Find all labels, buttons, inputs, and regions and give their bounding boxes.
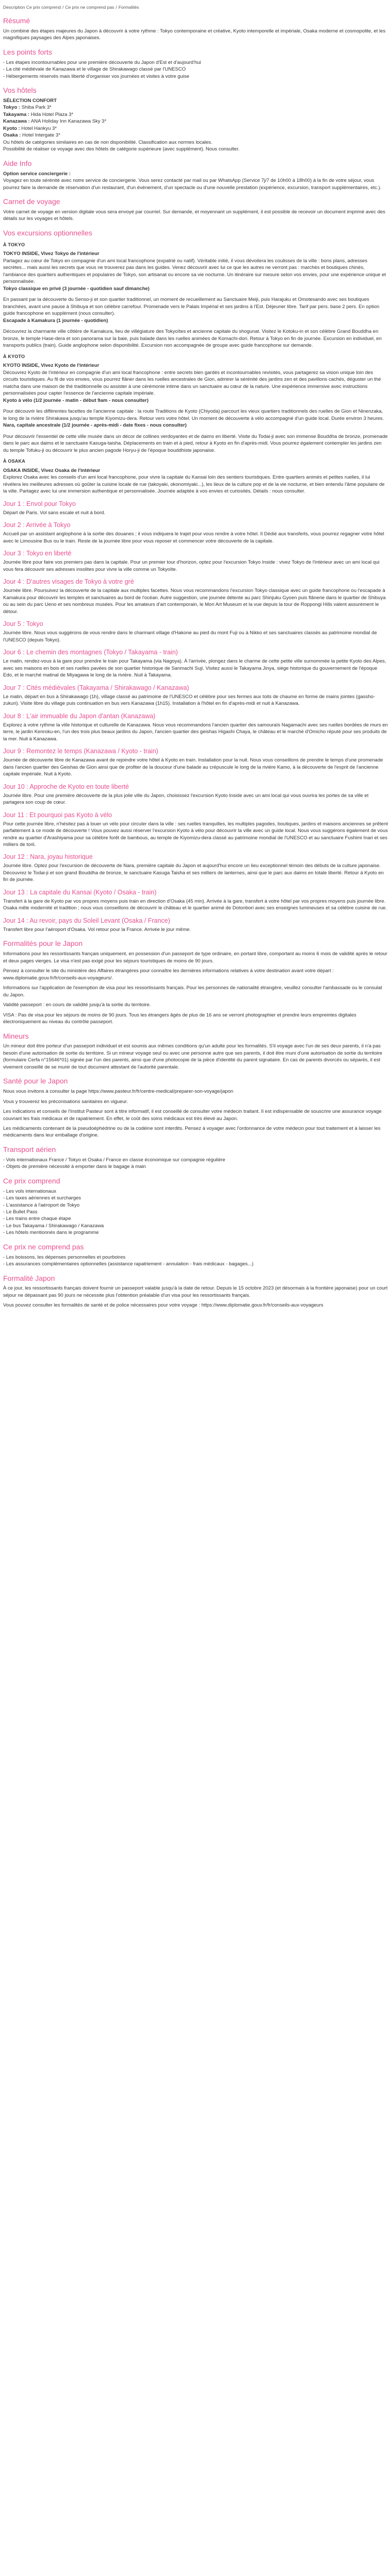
- points-forts-heading: Les points forts: [3, 47, 52, 56]
- hotels-heading: Vos hôtels: [3, 86, 37, 95]
- day-title: Jour 9 : Remontez le temps (Kanazawa / Kyoto - train): [3, 748, 158, 755]
- excursions-city-kyoto: À KYOTO: [3, 353, 25, 359]
- resume-heading: Résumé: [3, 16, 30, 25]
- breadcrumb-link-formalites[interactable]: Formalités: [118, 5, 139, 10]
- excursion-title: KYOTO INSIDE, Vivez Kyoto de l'intérieur: [3, 363, 100, 369]
- carnet-heading: Carnet de voyage: [3, 197, 60, 206]
- day-text: Transfert à la gare de Kyoto par vos propres moyens puis train en direction d'Osaka (45 min). Arrivée à la gare, transfert à votre hôtel par vos propres moyens puis journée libre. Osaka mêle modernité et tradition ; nous vous conseillons de découvrir le château et le quartier animé de Dotonbori avec ses enseignes lumineuses et sa célèbre cuisine de rue.: [3, 898, 387, 911]
- day-title: Jour 14 : Au revoir, pays du Soleil Levant (Osaka / France): [3, 917, 170, 924]
- points-forts-list: [3, 59, 388, 80]
- day-text: Le matin, rendez-vous à la gare pour prendre le train pour Takayama (via Nagoya). À l'arrivée, plongez dans le charme de cette petite ville surnommée la petite Kyoto des Alpes, avec ses maisons en bois et ses ruelles pavées de son quartier historique de Sanmachi Suji. Visitez aussi le Takayama Jinya, siège historique du gouvernement de l'époque Edo, et le marché matinal de Miyagawa le long de la rivière. Nuit à Takayama.: [3, 658, 386, 679]
- sante-text: Nous vous invitons à consulter la page https://www.pasteur.fr/fr/centre-medical/preparer-son-voyage/japon: [3, 1089, 234, 1095]
- resume-text: Un combiné des étapes majeures du Japon à découvrir à votre rythme : Tokyo contemporaine et créative, Kyoto intemporelle et impériale, Osaka moderne et cosmopolite, et les magnifiques paysages des Alpes japonaises.: [3, 28, 386, 41]
- formalites-text: Validité passeport : en cours de validité jusqu'à la sortie du territoire.: [3, 1002, 151, 1008]
- hotel-row: [3, 132, 388, 139]
- formalites-text: Pensez à consulter le site du ministère des Affaires étrangères pour connaître les dernières informations relatives à votre destination avant votre départ : www.diplomatie.gouv.fr/fr/conseils-aux-voyageurs/.: [3, 968, 334, 981]
- aide-service-text: Voyagez en toute sérénité avec notre service de conciergerie. Vous serez contacté par mail ou par WhatsApp (Service 7j/7 de 10h00 à 18h00) à la fin de votre séjour, vous pourrez faire la demande de réservation d'un restaurant, d'un événement, d'un spectacle ou d'une nouvelle prestation (expérience, excursion, transport supplémentaires, etc.).: [3, 178, 382, 191]
- excursion-block: [3, 250, 388, 292]
- sante-text: Les médicaments contenant de la pseudoéphédrine ou de la codéine sont interdits. Pensez à voyager avec l'ordonnance de votre médecin pour tout traitement et à laisser les médicaments dans leur emballage d'origine.: [3, 1126, 381, 1139]
- day-title: Jour 5 : Tokyo: [3, 620, 43, 628]
- day-title: Jour 12 : Nara, joyau historique: [3, 853, 93, 861]
- excursions-city-tokyo: À TOKYO: [3, 242, 25, 247]
- hotel-city: Kanazawa :: [3, 118, 30, 125]
- formalites-text: VISA : Pas de visa pour les séjours de moins de 90 jours. Tous les étrangers âgés de plus de 16 ans se verront photographier et prendre leurs empreintes digitales électroniquement au niveau du contrôle passeport.: [3, 1012, 356, 1025]
- hotel-row: [3, 125, 388, 132]
- day-title: Jour 8 : L'air immuable du Japon d'antan (Kanazawa): [3, 712, 156, 720]
- day-text: Accueil par un assistant anglophone à la sortie des douanes ; il vous indiquera le trajet pour vous rendre à votre hôtel. Il Dédié aux transferts, vous pourrez regagner votre hôtel avec le Limousine Bus ou le train. Reste de la journée libre pour vous reposer et commencer votre découverte de la capitale.: [3, 531, 384, 544]
- excursion-text: Partagez au cœur de Tokyo en compagnie d'un ami local francophone (expatrié ou natif). Véritable initié, il vous dévoilera les coulisses de la ville : bons plans, adresses secrètes... mais aussi les secrets que vous ne trouverez pas dans les guides. Venez découvrir avec lui ce que les autres ne verront pas : marchés et boutiques chinés, l'ambiance des quartiers authentiques et populaires de Tokyo, son artisanat ou encore sa vie nocturne. Un itinéraire sur mesure selon vos envies, pour une expérience unique et personnalisée.: [3, 258, 386, 285]
- sante-heading: Santé pour le Japon: [3, 1077, 68, 1086]
- excursion-text: Découvrez Kyoto de l'intérieur en compagnie d'un ami local francophone : entre secrets bien gardés et incontournables revisités, vous partagerez sa vision unique loin des circuits touristiques. Au fil de vos envies, vous pourrez flâner dans les ruelles ancestrales de Gion, admirer la sérénité des jardins zen et des pavillons cachés, déguster un thé matcha dans une maison de thé traditionnelle ou assister à une cérémonie intime dans un sanctuaire au cœur de la nature. Une expérience immersive avec instructions personnalisées pour capter l'essence de l'ancienne capitale impériale.: [3, 369, 381, 397]
- excursion-text: Pour découvrir l'essentiel de cette ville musée dans un décor de collines verdoyantes et de daims en liberté. Visite du Todai-ji avec son immense Bouddha de bronze, promenade dans le parc aux daims et le sanctuaire Kasuga-taisha. Déplacements en train et à pied, retour à Kyoto en fin d'après-midi. Vous pourrez également contempler les jardins zen du temple Tofuku-ji ou découvrir le plus ancien pagode Horyu-ji de l'époque bouddhiste japonaise.: [3, 433, 388, 453]
- excursion-note: Tokyo classique en privé (3 journée - quotidien sauf dimanche): [3, 285, 150, 292]
- formalites-text: Informations pour les ressortissants français uniquement, en possession d'un passeport de type ordinaire, en portant libre, comportant au moins 6 mois de validité après le retour et deux pages vierges. Le visa n'est pas exigé pour les séjours touristiques de moins de 90 jours.: [3, 951, 387, 964]
- breadcrumb-link-description[interactable]: Description Ce prix comprend: [3, 5, 61, 10]
- hotels-list: [3, 97, 388, 153]
- hotel-note: Possibilité de réaliser ce voyage avec des hôtels de catégorie supérieure (avec supplément). Nous consulter.: [3, 146, 240, 152]
- hotel-row: [3, 118, 388, 125]
- list-item: - La cité médiévale de Kanazawa et le village de Shirakawago classé par l'UNESCO: [3, 66, 186, 73]
- day-title: Jour 10 : Approche de Kyoto en toute liberté: [3, 783, 129, 790]
- list-item: - Le Bullet Pass: [3, 1209, 38, 1215]
- aide-heading: Aide Info: [3, 159, 32, 167]
- excursion-block: [3, 408, 388, 429]
- excursion-note: Kyoto à vélo (1/2 journée - matin - début 9am - nous consulter): [3, 397, 149, 403]
- excursion-text: Découvrez la charmante ville côtière de Kamakura, lieu de villégiature des Tokyoïtes et ancienne capitale du shogunat. Visitez le Kotoku-in et son célèbre Grand Bouddha en bronze, le temple Hase-dera et son panorama sur la baie, puis balade dans les ruelles animées de Komachi-dori. Retour à Tokyo en fin de journée. Excursion en individuel, en transports publics (train). Guide anglophone selon disponibilité. Excursion non accompagnée de groupe avec guide francophone sur demande.: [3, 329, 382, 349]
- day-text: Journée libre. Pour une première découverte de la plus jolie ville du Japon, choisissez l'excursion Kyoto Inside avec un ami local qui vous ouvrira les portes de sa ville et partagera son coup de cœur.: [3, 792, 369, 806]
- list-item: - Les vols internationaux: [3, 1188, 56, 1194]
- hotel-city: Takayama :: [3, 111, 30, 117]
- excursion-text: En passant par la découverte du Senso-ji et son quartier traditionnel, un moment de recueillement au Sanctuaire Meiji, puis Harajuku et Omotesando avec ses boutiques branchées, avant une pause à Shibuya et son célèbre carrefour. Promenade vers le Palais Impérial et ses jardins à l'Est. Déjeuner libre. Tarif par pers. base 2 pers. En option guide francophone en supplément (nous consulter).: [3, 297, 380, 317]
- hotel-name: Hotel Hankyu 3*: [21, 125, 57, 131]
- day-text: Pour cette journée libre, n'hésitez pas à louer un vélo pour circuler dans la ville : ses ruelles tranquilles, les multiples pagodes, boutiques, jardins et maisons anciennes se prêtent parfaitement à ce mode de découverte ! Vous pouvez aussi réserver l'excursion Kyoto à vélo pour découvrir la ville avec un guide local. Nous vous suggérons également de vous rendre au quartier d'Arashiyama pour sa célèbre forêt de bambous, au temple de Kiyomizu-dera classé au patrimoine mondial de l'UNESCO et au sanctuaire Fushimi Inari et ses milliers de torii.: [3, 821, 388, 848]
- list-item: - L'assistance à l'aéroport de Tokyo: [3, 1202, 80, 1208]
- excursion-text: Explorez Osaka avec les conseils d'un ami local francophone, pour vivre la capitale du Kansai loin des sentiers touristiques. Entre quartiers animés et petites ruelles, il lui révélera les meilleures adresses où goûter la cuisine locale de rue (takoyaki, okonomiyaki...), les lieux de la culture pop et de la vie nocturne, et bien entendu l'âme populaire de la ville. Partagez avec lui une immersion authentique et personnalisée. Journée adaptée à vos envies et curiosités. Détails : nous consulter.: [3, 474, 385, 495]
- carnet-text: Votre carnet de voyage en version digitale vous sera envoyé par courriel. Sur demande, et moyennant un supplément, il est possible de recevoir un document imprimé avec des détails sur les voyages et hôtels.: [3, 209, 385, 222]
- excursion-text: Pour découvrir les différentes facettes de l'ancienne capitale : la route Traditions de Kyoto (Chiyoda) parcourt les vieux quartiers traditionnels des ruelles de Gion et Ninenzaka, le long de la rivière Shirakawa jusqu'au temple Kiyomizu-dera. Retour vers votre hôtel. Un moment de découverte à vélo accompagné d'un guide local. Durée environ 3 heures.: [3, 409, 384, 421]
- list-item: - Les assurances complémentaires optionnelles (assistance rapatriement - annulation - frais médicaux - bagages...): [3, 1261, 254, 1267]
- aide-service-label: Option service conciergerie :: [3, 171, 71, 177]
- hotel-city: Osaka :: [3, 132, 21, 139]
- list-item: - Les hôtels mentionnés dans le programme: [3, 1230, 99, 1236]
- transport-text: - Vols internationaux France / Tokyo et Osaka / France en classe économique sur compagnie régulière - Objets de première nécessité à emporter dans le bagage à main: [3, 1157, 225, 1170]
- sante-text: Les indications et conseils de l'Institut Pasteur sont à titre informatif, il est conseillé de consulter votre médecin traitant. Il est indispensable de souscrire une assurance voyage couvrant les frais médicaux et de rapatriement. En effet, le coût des soins médicaux est très élevé au Japon.: [3, 1109, 382, 1122]
- list-item: - Les boissons, les dépenses personnelles et pourboires: [3, 1254, 126, 1260]
- excursion-block: [3, 296, 388, 324]
- excursion-block: [3, 433, 388, 454]
- hotel-city: Tokyo :: [3, 105, 21, 111]
- excursions-city-osaka: À OSAKA: [3, 459, 25, 464]
- day-text: Départ de Paris. Vol sans escale et nuit à bord.: [3, 510, 106, 516]
- formalite-japon-heading: Formalité Japon: [3, 1274, 55, 1282]
- day-text: Journée libre. Nous vous suggérons de vous rendre dans le charmant village d'Hakone au pied du mont Fuji ou à Nikko et ses sanctuaires classés au patrimoine mondial de l'UNESCO (depuis Tokyo).: [3, 630, 377, 643]
- mineurs-text: Un mineur doit être porteur d'un passeport individuel et est soumis aux mêmes conditions qu'un adulte pour les formalités. S'il voyage avec l'un de ses deux parents, il n'a pas besoin d'une autorisation de sortie du territoire. Si un mineur voyage seul ou avec une personne autre que ses parents, il doit être muni d'une autorisation de sortie du territoire (formulaire Cerfa n°15646*01) signée par l'un des parents, ainsi que d'une photocopie de la pièce d'identité du parent signataire. En cas de parents divorcés ou séparés, il est vivement conseillé de se munir de tout document attestant de l'autorité parentale.: [3, 1043, 383, 1070]
- list-item: - Les étapes incontournables pour une première découverte du Japon d'Est et d'aujourd'hui: [3, 59, 201, 65]
- day-text: Le matin, départ en bus à Shirakawago (1h), village classé au patrimoine de l'UNESCO et célèbre pour ses fermes aux toits de chaume en forme de mains jointes (gassho-zukuri). Visite libre du village puis continuation en bus vers Kanazawa (1h15). Installation à l'hôtel en fin d'après-midi et nuit à Kanazawa.: [3, 693, 376, 707]
- hotel-name: Hida Hotel Plaza 3*: [30, 111, 74, 117]
- hotel-name: Hotel Intergate 3*: [22, 132, 60, 139]
- day-title: Jour 3 : Tokyo en liberté: [3, 550, 72, 557]
- excursion-note: Escapade à Kamakura (1 journée - quotidien): [3, 317, 108, 324]
- hotel-name: Shiba Park 3*: [21, 105, 52, 111]
- comprend-heading: Ce prix comprend: [3, 1176, 60, 1185]
- transport-heading: Transport aérien: [3, 1145, 56, 1154]
- mineurs-heading: Mineurs: [3, 1031, 29, 1040]
- day-text: Journée libre. Optez pour l'excursion de découverte de Nara, première capitale du Japon et aujourd'hui encore un lieu exceptionnel témoin des débuts de la culture japonaise. Découvrez le Todai-ji et son grand Bouddha de bronze, le sanctuaire Kasuga Taisha et ses milliers de lanternes, ainsi que le parc aux daims en totale liberté. Retour à Kyoto en fin de journée.: [3, 863, 384, 883]
- day-title: Jour 7 : Cités médiévales (Takayama / Shirakawago / Kanazawa): [3, 684, 189, 691]
- hotel-row: [3, 111, 388, 118]
- comprend-list: [3, 1188, 388, 1236]
- excursions-heading: Vos excursions optionnelles: [3, 228, 92, 237]
- day-title: Jour 2 : Arrivée à Tokyo: [3, 521, 71, 529]
- day-title: Jour 4 : D'autres visages de Tokyo à votre gré: [3, 578, 134, 586]
- ne-comprend-heading: Ce prix ne comprend pas: [3, 1242, 84, 1251]
- day-text: Journée libre. Poursuivez la découverte de la capitale aux multiples facettes. Nous vous recommandons l'excursion Tokyo classique avec un guide francophone ou l'escapade à Kamakura pour découvrir les temples et sanctuaires au bord de l'océan. Autre suggestion, une journée détente au parc Shinjuku Gyoen puis flânerie dans le quartier de Shibuya ou au sein du parc Ueno et ses nombreux musées. Pour les amateurs d'art contemporain, le Mori Art Museum et la vue depuis la tour de Roppongi Hills valent assurément le détour.: [3, 588, 386, 615]
- breadcrumb-link-ne-comprend-pas[interactable]: Ce prix ne comprend pas: [65, 5, 115, 10]
- excursion-title: TOKYO INSIDE, Vivez Tokyo de l'intérieur: [3, 251, 100, 257]
- hotel-row: [3, 104, 388, 111]
- hotel-city: Kyoto :: [3, 125, 20, 131]
- list-item: - Le bus Takayama / Shirakawago / Kanazawa: [3, 1223, 104, 1229]
- day-title: Jour 1 : Envol pour Tokyo: [3, 500, 76, 507]
- list-item: - Les trains entre chaque étape: [3, 1216, 71, 1222]
- day-text: Explorez à votre rythme la ville historique et culturelle de Kanazawa. Nous vous recommandons l'ancien quartier des samouraïs Nagamachi avec ses ruelles bordées de murs en terre, le jardin Kenroku-en, l'un des trois plus beaux jardins du Japon, l'ancien quartier des geishas Higashi Chaya, le château et le marché d'Omicho réputé pour ses produits de la mer. Nuit à Kanazawa.: [3, 722, 388, 742]
- day-text: Journée libre pour faire vos premiers pas dans la capitale. Pour un premier tour d'horizon, optez pour l'excursion Tokyo Inside : vivez Tokyo de l'intérieur avec un ami local qui vous fera découvrir ses adresses insolites pour vivre la ville comme un Tokyoïte.: [3, 560, 380, 572]
- day-title: Jour 13 : La capitale du Kansai (Kyoto / Osaka - train): [3, 888, 157, 896]
- ne-comprend-list: [3, 1254, 388, 1268]
- excursion-title: OSAKA INSIDE, Vivez Osaka de l'intérieur: [3, 467, 101, 473]
- breadcrumb: Description Ce prix comprend / Ce prix ne comprend pas / Formalités: [3, 5, 139, 10]
- formalites-text: Informations sur l'application de l'exemption de visa pour les ressortissants français. Pour les personnes de nationalité étrangère, veuillez consulter l'ambassade ou le consulat du Japon.: [3, 985, 382, 998]
- day-title: Jour 11 : Et pourquoi pas Kyoto à vélo: [3, 811, 112, 819]
- day-text: Journée de découverte libre de Kanazawa avant de rejoindre votre hôtel à Kyoto en train. Installation pour la nuit. Nous vous conseillons de prendre le temps d'une promenade dans l'ancien quartier des Geishas de Gion ainsi que de profiter de la douceur d'une balade au crépuscule le long de la rivière Kamo, à la découverte de l'esprit de l'ancienne capitale impériale. Nuit à Kyoto.: [3, 757, 383, 777]
- hotel-note: Ou hôtels de catégories similaires en cas de non disponibilité. Classification aux normes locales.: [3, 139, 213, 145]
- excursion-block: [3, 328, 388, 349]
- formalites-heading: Formalités pour le Japon: [3, 939, 83, 948]
- formalite-japon-text: À ce jour, les ressortissants français doivent fournir un passeport valable jusqu'à la date de retour. Depuis le 15 octobre 2023 (et désormais à la frontière japonaise) pour un court séjour ne dépassant pas 90 jours ne nécessite plus l'obtention préalable d'un visa pour les ressortissants français.: [3, 1285, 388, 1298]
- hotel-selection-label: SÉLECTION CONFORT: [3, 97, 57, 104]
- list-item: - Hébergements réservés mais liberté d'organiser vos journées et visites à votre guise: [3, 73, 189, 79]
- formalite-japon-text: Vous pouvez consulter les formalités de santé et de police nécessaires pour votre voyage : https://www.diplomatie.gouv.fr/fr/conseils-aux-voyageurs: [3, 1302, 323, 1309]
- hotel-name: ANA Holiday Inn Kanazawa Sky 3*: [30, 118, 107, 125]
- day-title: Jour 6 : Le chemin des montagnes (Tokyo / Takayama - train): [3, 649, 178, 656]
- list-item: - Les taxes aériennes et surcharges: [3, 1195, 82, 1201]
- excursion-block: [3, 362, 388, 404]
- itinerary: [3, 500, 388, 933]
- excursion-note: Nara, capitale ancestrale (1/2 journée - après-midi - date fixes - nous consulter): [3, 422, 187, 429]
- day-text: Transfert libre pour l'aéroport d'Osaka. Vol retour pour la France. Arrivée le jour même.: [3, 926, 191, 933]
- excursion-block: [3, 467, 388, 495]
- sante-text: Vous y trouverez les préconisations sanitaires en vigueur.: [3, 1098, 128, 1105]
